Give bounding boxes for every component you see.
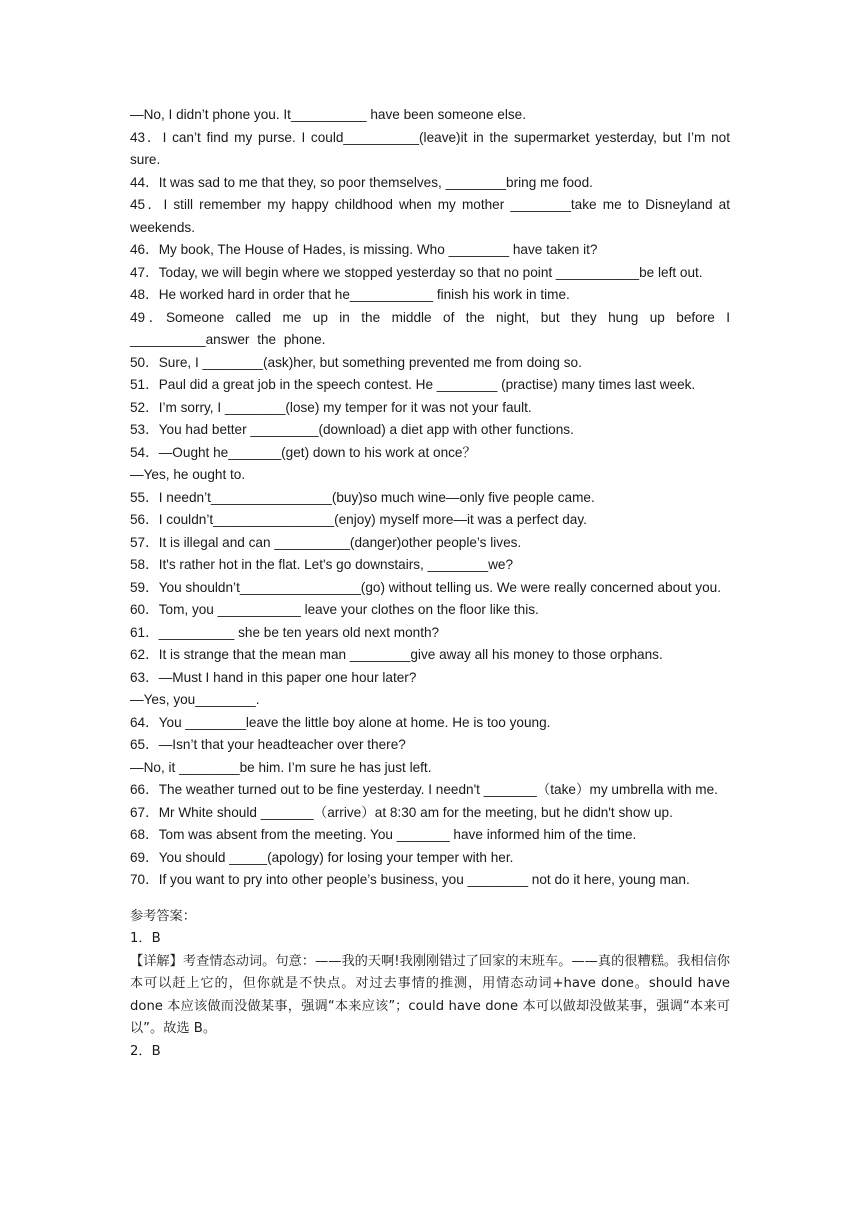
answer-1-detail: 【详解】考查情态动词。句意：——我的天啊!我刚刚错过了回家的末班车。——真的很糟糕。我相信你本可以赶上它的，但你就是不快点。对过去事情的推测，用情态动词+have done。should have done 本应该做而没做某事，强调“本来应该”；could have done 本可以做却没做某事，强调“本来可以”。故选 B。: [130, 953, 730, 1037]
question-65-reply: —No, it ________be him. I’m sure he has just left.: [130, 759, 432, 775]
question-58: 58．It's rather hot in the flat. Let's go downstairs, ________we?: [130, 557, 514, 572]
question-70: 70．If you want to pry into other people’s business, you ________ not do it here, young man.: [130, 872, 690, 887]
question-43: 43．I can’t find my purse. I could__________(leave)it in the supermarket yesterday, but I’m not sure.: [130, 129, 730, 167]
question-50: 50．Sure, I ________(ask)her, but something prevented me from doing so.: [130, 354, 582, 370]
question-61: 61．__________ she be ten years old next month?: [130, 624, 440, 640]
question-64: 64．You ________leave the little boy alone at home. He is too young.: [130, 714, 551, 730]
question-65: 65．—Isn’t that your headteacher over there?: [130, 737, 406, 752]
section-gap: [130, 892, 730, 906]
question-62: 62．It is strange that the mean man ________give away all his money to those orphans.: [130, 647, 663, 662]
question-52: 52．I’m sorry, I ________(lose) my temper for it was not your fault.: [130, 399, 532, 415]
question-59: 59．You shouldn’t________________(go) without telling us. We were really concerned about you.: [130, 579, 721, 595]
answer-2-label: 2．B: [130, 1044, 161, 1060]
question-44: 44．It was sad to me that they, so poor themselves, ________bring me food.: [130, 174, 593, 190]
question-67: 67．Mr White should _______（arrive）at 8:30 am for the meeting, but he didn't show up.: [130, 804, 673, 820]
question-63-reply: —Yes, you________.: [130, 692, 260, 707]
question-55: 55．I needn’t________________(buy)so much wine—only five people came.: [130, 489, 595, 505]
answers-section: [130, 906, 730, 1064]
question-47: 47．Today, we will begin where we stopped yesterday so that no point ___________be left out.: [130, 264, 703, 280]
question-69: 69．You should _____(apology) for losing your temper with her.: [130, 849, 514, 865]
question-63: 63．—Must I hand in this paper one hour later?: [130, 669, 417, 685]
question-57: 57．It is illegal and can __________(danger)other people’s lives.: [130, 534, 522, 550]
question-54: 54．—Ought he_______(get) down to his work at once？: [130, 444, 477, 460]
answer-1-label: 1．B: [130, 931, 161, 947]
question-49: 49．Someone called me up in the middle of the night, but they hung up before I __________answer the phone.: [130, 309, 730, 347]
question-68: 68．Tom was absent from the meeting. You _______ have informed him of the time.: [130, 827, 637, 842]
question-66: 66．The weather turned out to be fine yesterday. I needn't _______（take）my umbrella with me.: [130, 782, 718, 797]
question-51: 51．Paul did a great job in the speech contest. He ________ (practise) many times last week.: [130, 377, 696, 392]
exercise-content: [130, 104, 730, 1064]
question-48: 48．He worked hard in order that he___________ finish his work in time.: [130, 287, 570, 302]
question-46: 46．My book, The House of Hades, is missing. Who ________ have taken it?: [130, 242, 598, 257]
answers-heading: 参考答案：: [130, 908, 196, 924]
question-56: 56．I couldn’t________________(enjoy) myself more—it was a perfect day.: [130, 512, 587, 527]
question-60: 60．Tom, you ___________ leave your clothes on the floor like this.: [130, 602, 539, 617]
question-53: 53．You had better _________(download) a diet app with other functions.: [130, 422, 574, 437]
question-45: 45．I still remember my happy childhood when my mother ________take me to Disneyland at weekends.: [130, 197, 730, 235]
question-54-reply: —Yes, he ought to.: [130, 467, 246, 482]
dialogue-line: —No, I didn’t phone you. It__________ have been someone else.: [130, 107, 527, 122]
